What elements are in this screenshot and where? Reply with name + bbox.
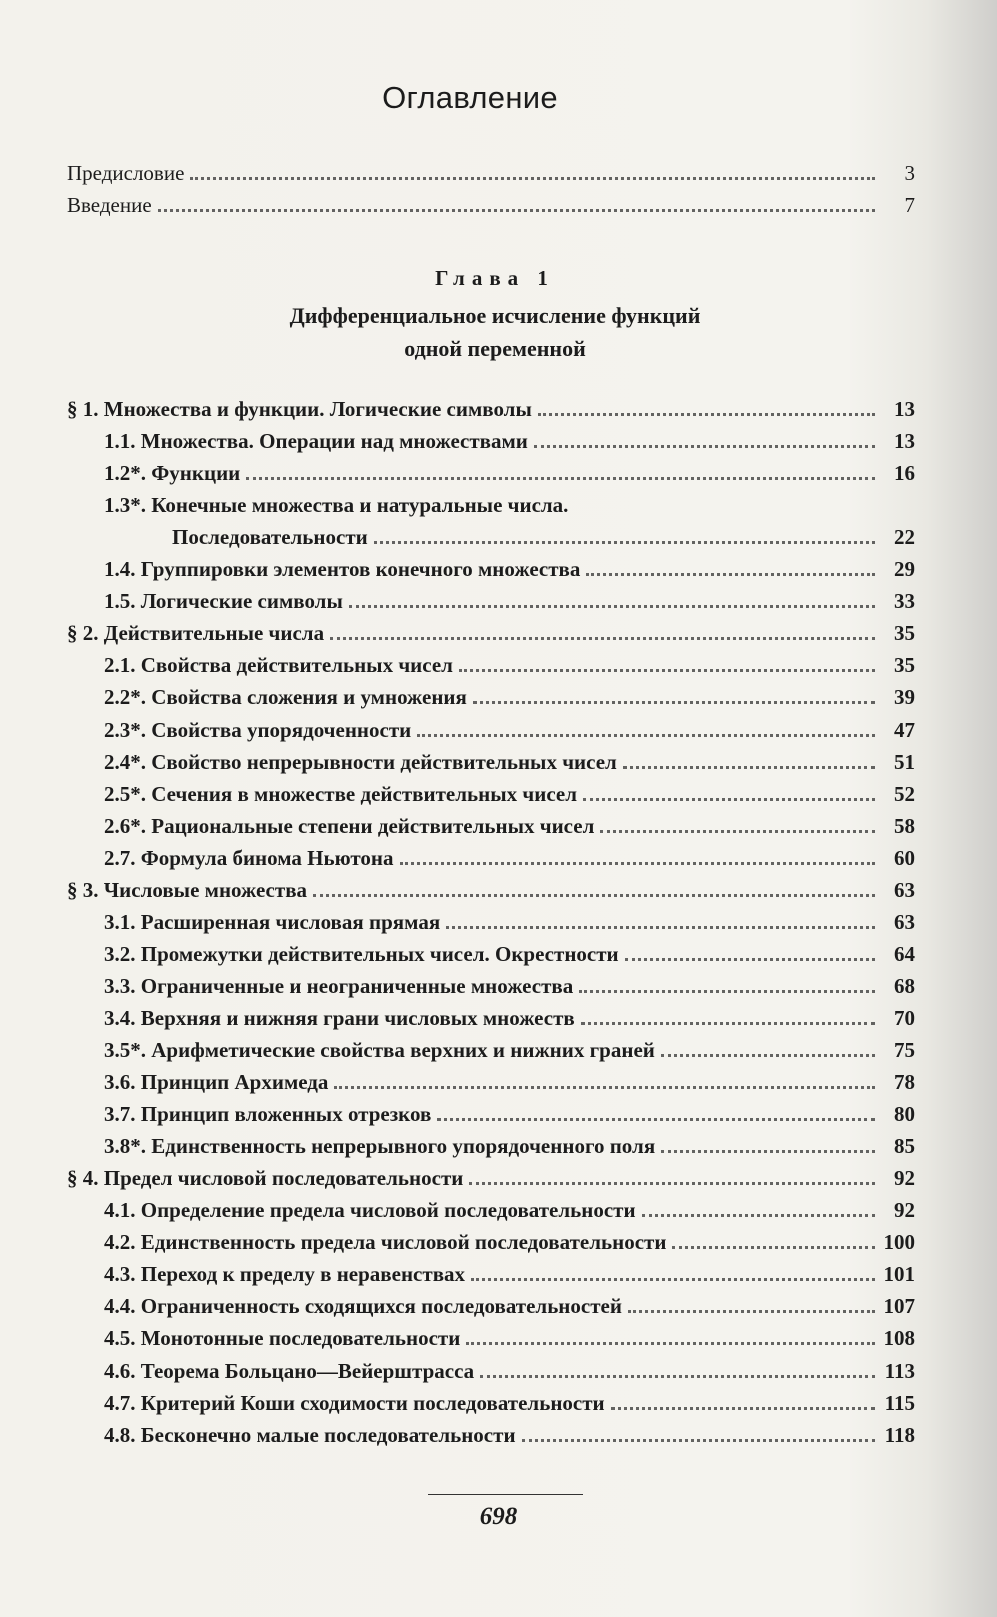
leader-dots <box>583 780 875 801</box>
toc-page-number: 118 <box>884 1422 915 1447</box>
toc-page-number: 51 <box>894 749 915 774</box>
toc-label: 2.2*. Свойства сложения и умножения <box>104 685 467 710</box>
toc-page-number: 70 <box>894 1005 915 1030</box>
toc-section-item <box>67 394 915 424</box>
toc-page-number: 60 <box>894 845 915 870</box>
toc-page-number: 113 <box>884 1358 915 1383</box>
leader-dots <box>642 1196 875 1217</box>
toc-page-number: 7 <box>904 193 915 217</box>
toc-subsection-item <box>104 779 915 809</box>
toc-section-item <box>67 618 915 648</box>
leader-dots <box>417 716 875 737</box>
toc-label: 4.7. Критерий Коши сходимости последовательности <box>104 1390 605 1415</box>
toc-subsection-item <box>104 1356 915 1386</box>
toc-subsection-item <box>104 1420 915 1450</box>
toc-label: Последовательности <box>172 525 368 550</box>
toc-label: 4.5. Монотонные последовательности <box>104 1326 461 1351</box>
leader-dots <box>661 1132 875 1153</box>
toc-page-number: 58 <box>894 813 915 838</box>
folio-rule <box>428 1494 583 1495</box>
toc-label: 1.4. Группировки элементов конечного множества <box>104 557 581 582</box>
leader-dots <box>158 191 875 212</box>
toc-label: 1.5. Логические символы <box>104 589 343 614</box>
toc-subsection-item <box>172 522 915 552</box>
toc-label: 1.2*. Функции <box>104 461 241 486</box>
toc-label: Введение <box>67 193 152 217</box>
toc-subsection-item <box>104 1227 915 1257</box>
leader-dots <box>600 812 875 833</box>
toc-subsection-item <box>104 490 915 520</box>
leader-dots <box>400 844 875 865</box>
leader-dots <box>190 159 875 180</box>
toc-page-number: 64 <box>894 941 915 966</box>
toc-page-number: 63 <box>894 909 915 934</box>
toc-page-number: 78 <box>894 1070 915 1095</box>
toc-subsection-item <box>104 1259 915 1289</box>
toc-label: 3.7. Принцип вложенных отрезков <box>104 1102 432 1127</box>
toc-page-number: 13 <box>894 429 915 454</box>
toc-label: 3.4. Верхняя и нижняя грани числовых множеств <box>104 1005 575 1030</box>
toc-label: 3.2. Промежутки действительных чисел. Окрестности <box>104 941 619 966</box>
toc-subsection-item <box>104 1131 915 1161</box>
toc-page-number: 35 <box>894 621 915 646</box>
leader-dots <box>534 427 875 448</box>
toc-page-number: 92 <box>894 1166 915 1191</box>
toc-section-item <box>67 875 915 905</box>
leader-dots <box>334 1068 875 1089</box>
leader-dots <box>586 555 875 576</box>
toc-label: 2.6*. Рациональные степени действительных чисел <box>104 813 595 838</box>
toc-label: 1.3*. Конечные множества и натуральные числа. <box>104 493 569 518</box>
chapter-label: Глава 1 <box>435 266 555 290</box>
chapter-title-line-1: Дифференциальное исчисление функций <box>289 303 701 328</box>
toc-page-number: 85 <box>894 1134 915 1159</box>
toc-subsection-item <box>104 682 915 712</box>
toc-subsection-item <box>104 1099 915 1129</box>
toc-label: Предисловие <box>67 161 185 185</box>
toc-label: 2.5*. Сечения в множестве действительных чисел <box>104 781 578 806</box>
toc-page-number: 100 <box>883 1230 915 1255</box>
toc-subsection-item <box>104 843 915 873</box>
toc-subsection-item <box>104 1195 915 1225</box>
leader-dots <box>480 1357 875 1378</box>
toc-subsection-item <box>104 1035 915 1065</box>
leader-dots <box>672 1228 875 1249</box>
leader-dots <box>313 876 875 897</box>
toc-label: 4.3. Переход к пределу в неравенствах <box>104 1262 466 1287</box>
toc-label: 3.8*. Единственность непрерывного упорядоченного поля <box>104 1134 656 1159</box>
toc-page-number: 52 <box>894 781 915 806</box>
toc-subsection-item <box>104 554 915 584</box>
toc-subsection-item <box>104 907 915 937</box>
leader-dots <box>579 972 875 993</box>
toc-label: 2.7. Формула бинома Ньютона <box>104 845 394 870</box>
toc-subsection-item <box>104 939 915 969</box>
leader-dots <box>349 587 875 608</box>
toc-page-number: 39 <box>894 685 915 710</box>
toc-page-number: 47 <box>894 717 915 742</box>
leader-dots <box>459 651 875 672</box>
leader-dots <box>628 1292 875 1313</box>
toc-page-number: 13 <box>894 397 915 421</box>
toc-label: 2.3*. Свойства упорядоченности <box>104 717 412 742</box>
toc-page-number: 63 <box>894 877 915 902</box>
page-number: 698 <box>479 1503 518 1530</box>
leader-dots <box>473 683 875 704</box>
toc-label: § 2. Действительные числа <box>67 621 325 646</box>
toc-subsection-item <box>104 811 915 841</box>
toc-label: 3.6. Принцип Архимеда <box>104 1070 329 1095</box>
toc-label: 4.2. Единственность предела числовой последовательности <box>104 1230 667 1255</box>
toc-page-number: 101 <box>883 1262 915 1287</box>
leader-dots <box>437 1100 875 1121</box>
leader-dots <box>469 1164 875 1185</box>
toc-page-number: 68 <box>894 973 915 998</box>
toc-label: 4.8. Бесконечно малые последовательности <box>104 1422 516 1447</box>
toc-subsection-item <box>104 1291 915 1321</box>
toc-subsection-item <box>104 715 915 745</box>
leader-dots <box>466 1324 875 1345</box>
toc-page-number: 92 <box>894 1198 915 1223</box>
leader-dots <box>446 908 875 929</box>
leader-dots <box>581 1004 875 1025</box>
leader-dots <box>246 459 875 480</box>
toc-page-number: 115 <box>884 1390 915 1415</box>
toc-label: 1.1. Множества. Операции над множествами <box>104 429 528 454</box>
toc-page-number: 107 <box>883 1294 915 1319</box>
toc-page-number: 3 <box>904 161 915 185</box>
toc-subsection-item <box>104 747 915 777</box>
toc-page-number: 29 <box>894 557 915 582</box>
leader-dots <box>374 523 875 544</box>
leader-dots <box>611 1389 875 1410</box>
toc-label: 4.4. Ограниченность сходящихся последовательностей <box>104 1294 622 1319</box>
toc-label: § 3. Числовые множества <box>67 877 308 902</box>
page-title: Оглавление <box>382 80 558 115</box>
toc-label: 3.5*. Арифметические свойства верхних и нижних граней <box>104 1038 655 1062</box>
toc-front-item <box>67 190 915 220</box>
toc-subsection-item <box>104 458 915 488</box>
toc-subsection-item <box>104 586 915 616</box>
leader-dots <box>538 395 875 416</box>
toc-subsection-item <box>104 971 915 1001</box>
toc-page-number: 80 <box>894 1102 915 1127</box>
toc-subsection-item <box>104 1323 915 1353</box>
toc-label: 2.4*. Свойство непрерывности действительных чисел <box>104 749 617 774</box>
toc-page-number: 22 <box>894 525 915 550</box>
toc-label: 3.1. Расширенная числовая прямая <box>104 909 441 934</box>
leader-dots <box>625 940 875 961</box>
toc-label: 4.6. Теорема Больцано—Вейерштрасса <box>104 1358 475 1383</box>
leader-dots <box>661 1036 875 1057</box>
leader-dots <box>471 1260 875 1281</box>
toc-label: § 4. Предел числовой последовательности <box>67 1166 464 1191</box>
leader-dots <box>522 1421 875 1442</box>
chapter-title-line-2: одной переменной <box>404 336 586 361</box>
leader-dots <box>330 619 875 640</box>
toc-section-item <box>67 1163 915 1193</box>
toc-front-item <box>67 158 915 188</box>
toc-page-number: 33 <box>894 589 915 614</box>
toc-label: § 1. Множества и функции. Логические символы <box>67 397 532 421</box>
toc-subsection-item <box>104 426 915 456</box>
toc-subsection-item <box>104 650 915 680</box>
leader-dots <box>623 748 875 769</box>
toc-subsection-item <box>104 1388 915 1418</box>
toc-label: 3.3. Ограниченные и неограниченные множества <box>104 973 574 998</box>
toc-page-number: 16 <box>894 461 915 486</box>
toc-page-number: 75 <box>894 1038 915 1062</box>
toc-label: 4.1. Определение предела числовой последовательности <box>104 1198 636 1223</box>
toc-subsection-item <box>104 1067 915 1097</box>
toc-subsection-item <box>104 1003 915 1033</box>
toc-label: 2.1. Свойства действительных чисел <box>104 653 453 678</box>
toc-page-number: 35 <box>894 653 915 678</box>
toc-page-number: 108 <box>883 1326 915 1351</box>
